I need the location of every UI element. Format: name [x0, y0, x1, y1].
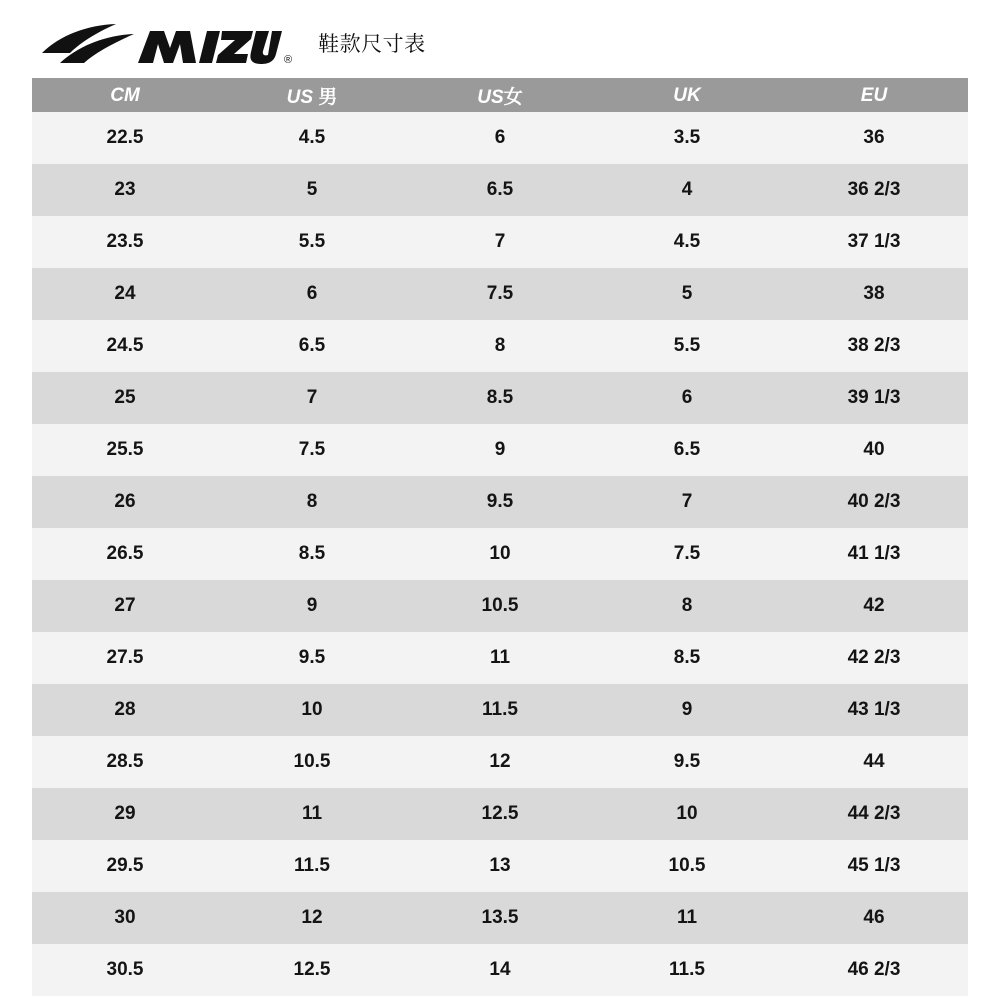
cell-cm: 26 — [32, 476, 218, 528]
cell-uk: 3.5 — [594, 112, 780, 164]
cell-cm: 25.5 — [32, 424, 218, 476]
cell-uk: 9.5 — [594, 736, 780, 788]
cell-us-women: 10 — [406, 528, 594, 580]
cell-us-men: 8 — [218, 476, 406, 528]
cell-uk: 7.5 — [594, 528, 780, 580]
cell-eu: 42 — [780, 580, 968, 632]
cell-us-women: 7.5 — [406, 268, 594, 320]
cell-us-women: 13.5 — [406, 892, 594, 944]
cell-cm: 30.5 — [32, 944, 218, 996]
page-header — [0, 0, 1000, 78]
cell-us-women: 7 — [406, 216, 594, 268]
cell-cm: 28.5 — [32, 736, 218, 788]
column-header-us-women: US女 — [406, 78, 594, 112]
registered-trademark-icon: ® — [284, 54, 293, 66]
table-row — [32, 216, 968, 268]
cell-cm: 24 — [32, 268, 218, 320]
table-header-row — [32, 78, 968, 112]
cell-us-men: 12.5 — [218, 944, 406, 996]
cell-us-men: 8.5 — [218, 528, 406, 580]
cell-eu: 46 2/3 — [780, 944, 968, 996]
cell-us-men: 6.5 — [218, 320, 406, 372]
column-header-eu: EU — [780, 78, 968, 112]
size-table-container — [0, 78, 1000, 996]
cell-us-women: 6.5 — [406, 164, 594, 216]
cell-eu: 43 1/3 — [780, 684, 968, 736]
cell-us-men: 7.5 — [218, 424, 406, 476]
mizuno-logo — [40, 22, 292, 68]
cell-cm: 24.5 — [32, 320, 218, 372]
column-header-us-men: US 男 — [218, 78, 406, 112]
table-row — [32, 268, 968, 320]
table-row — [32, 112, 968, 164]
cell-cm: 25 — [32, 372, 218, 424]
cell-cm: 27 — [32, 580, 218, 632]
cell-eu: 40 2/3 — [780, 476, 968, 528]
cell-uk: 4.5 — [594, 216, 780, 268]
table-body — [32, 112, 968, 996]
cell-us-men: 11 — [218, 788, 406, 840]
cell-cm: 29 — [32, 788, 218, 840]
cell-us-women: 9.5 — [406, 476, 594, 528]
cell-uk: 10 — [594, 788, 780, 840]
cell-cm: 27.5 — [32, 632, 218, 684]
cell-us-men: 7 — [218, 372, 406, 424]
table-row — [32, 528, 968, 580]
cell-eu: 38 — [780, 268, 968, 320]
cell-us-men: 10.5 — [218, 736, 406, 788]
cell-uk: 6.5 — [594, 424, 780, 476]
cell-uk: 10.5 — [594, 840, 780, 892]
cell-cm: 22.5 — [32, 112, 218, 164]
cell-uk: 6 — [594, 372, 780, 424]
cell-uk: 4 — [594, 164, 780, 216]
table-row — [32, 944, 968, 996]
cell-us-women: 9 — [406, 424, 594, 476]
column-header-cm: CM — [32, 78, 218, 112]
table-row — [32, 840, 968, 892]
cell-cm: 23.5 — [32, 216, 218, 268]
cell-eu: 40 — [780, 424, 968, 476]
cell-cm: 23 — [32, 164, 218, 216]
cell-us-men: 5 — [218, 164, 406, 216]
table-row — [32, 632, 968, 684]
cell-eu: 42 2/3 — [780, 632, 968, 684]
cell-uk: 9 — [594, 684, 780, 736]
cell-uk: 11.5 — [594, 944, 780, 996]
column-header-uk: UK — [594, 78, 780, 112]
mizuno-wordmark-icon — [40, 22, 282, 68]
cell-uk: 11 — [594, 892, 780, 944]
cell-eu: 46 — [780, 892, 968, 944]
table-row — [32, 476, 968, 528]
cell-us-women: 13 — [406, 840, 594, 892]
shoe-size-table — [32, 78, 968, 996]
cell-us-women: 11 — [406, 632, 594, 684]
cell-us-women: 8 — [406, 320, 594, 372]
page-title: 鞋款尺寸表 — [318, 31, 426, 56]
cell-cm: 30 — [32, 892, 218, 944]
table-row — [32, 736, 968, 788]
cell-us-women: 14 — [406, 944, 594, 996]
cell-cm: 29.5 — [32, 840, 218, 892]
cell-us-men: 11.5 — [218, 840, 406, 892]
cell-eu: 38 2/3 — [780, 320, 968, 372]
cell-us-men: 9.5 — [218, 632, 406, 684]
table-row — [32, 788, 968, 840]
cell-us-women: 11.5 — [406, 684, 594, 736]
cell-eu: 45 1/3 — [780, 840, 968, 892]
cell-eu: 36 2/3 — [780, 164, 968, 216]
table-row — [32, 684, 968, 736]
cell-us-women: 12.5 — [406, 788, 594, 840]
table-row — [32, 580, 968, 632]
cell-eu: 44 2/3 — [780, 788, 968, 840]
table-row — [32, 424, 968, 476]
table-row — [32, 372, 968, 424]
cell-uk: 5.5 — [594, 320, 780, 372]
cell-us-women: 10.5 — [406, 580, 594, 632]
cell-uk: 5 — [594, 268, 780, 320]
cell-uk: 7 — [594, 476, 780, 528]
cell-us-women: 6 — [406, 112, 594, 164]
cell-us-men: 9 — [218, 580, 406, 632]
table-row — [32, 892, 968, 944]
cell-eu: 37 1/3 — [780, 216, 968, 268]
cell-us-women: 8.5 — [406, 372, 594, 424]
cell-uk: 8.5 — [594, 632, 780, 684]
cell-us-men: 10 — [218, 684, 406, 736]
cell-eu: 36 — [780, 112, 968, 164]
table-row — [32, 164, 968, 216]
cell-us-men: 6 — [218, 268, 406, 320]
cell-eu: 44 — [780, 736, 968, 788]
cell-eu: 39 1/3 — [780, 372, 968, 424]
cell-us-men: 12 — [218, 892, 406, 944]
cell-eu: 41 1/3 — [780, 528, 968, 580]
cell-us-men: 4.5 — [218, 112, 406, 164]
cell-us-men: 5.5 — [218, 216, 406, 268]
cell-cm: 26.5 — [32, 528, 218, 580]
cell-cm: 28 — [32, 684, 218, 736]
table-row — [32, 320, 968, 372]
cell-us-women: 12 — [406, 736, 594, 788]
cell-uk: 8 — [594, 580, 780, 632]
